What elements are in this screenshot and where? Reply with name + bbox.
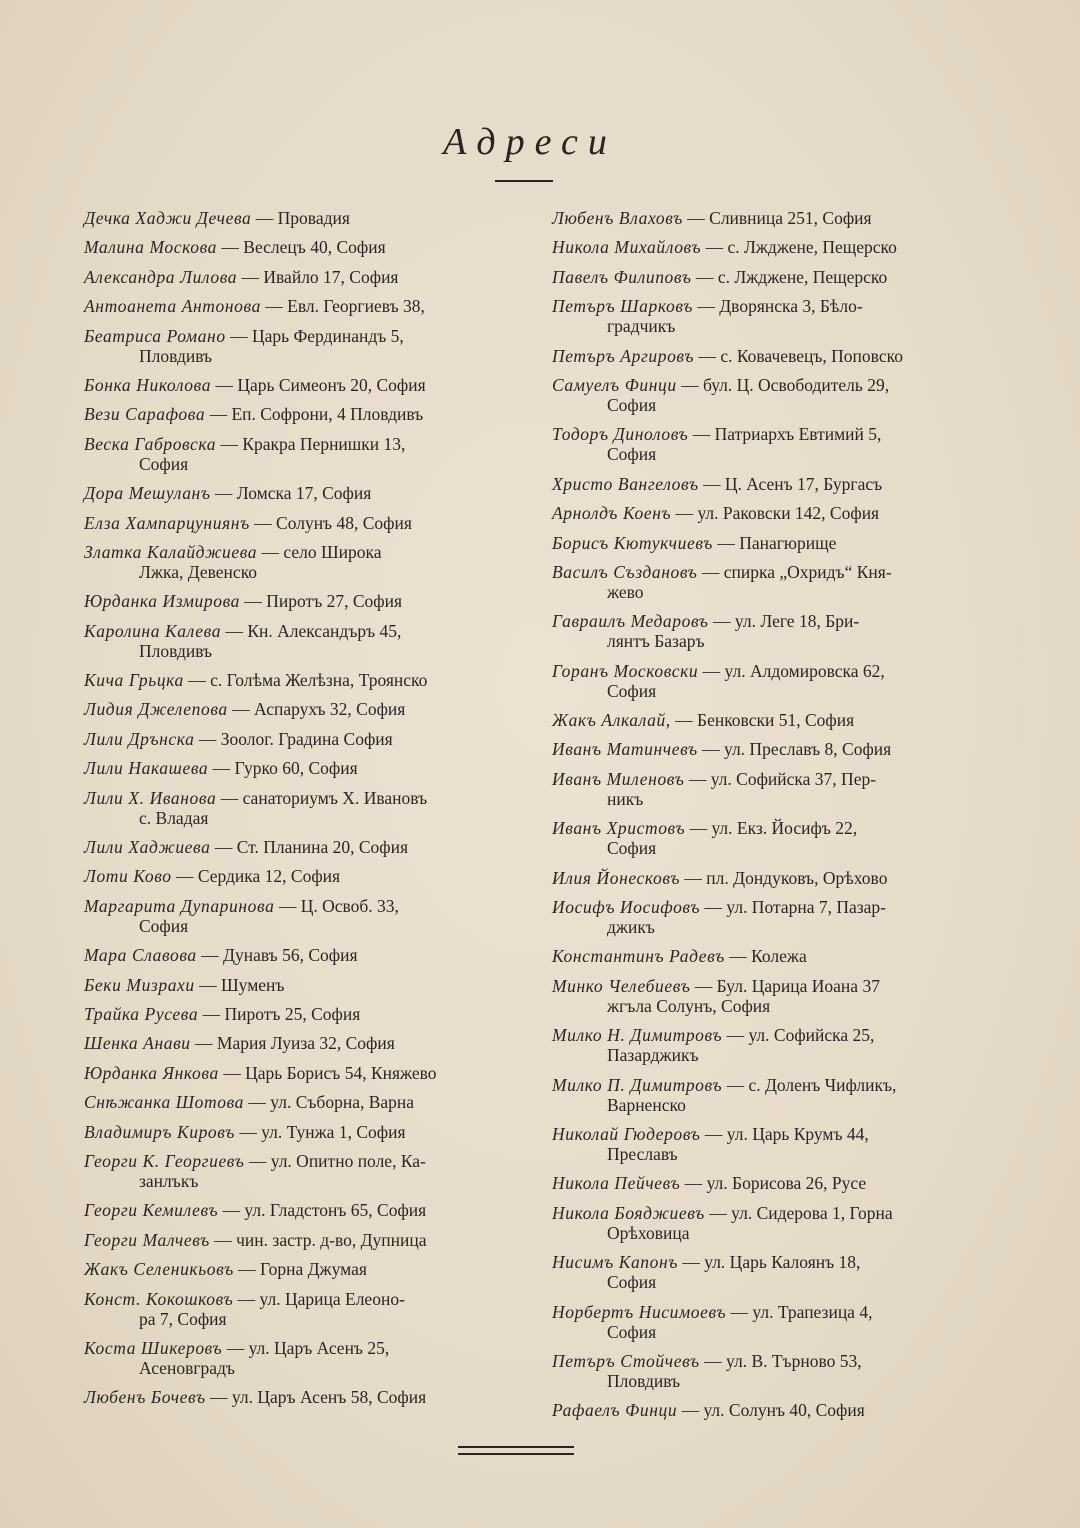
dash-separator: — — [199, 974, 222, 995]
dash-separator: — — [717, 532, 740, 553]
address-entry — [552, 1351, 956, 1391]
address-text: с. Лжджене, Пещерско — [717, 266, 888, 287]
address-entry — [84, 1289, 502, 1329]
person-name: Нисимъ Капонъ — [552, 1252, 678, 1273]
person-name: Самуелъ Финци — [552, 374, 677, 395]
person-name: Христо Вангеловъ — [552, 473, 699, 494]
dash-separator: — — [702, 739, 724, 760]
address-text: Пиротъ 27, София — [266, 591, 403, 612]
dash-separator: — — [704, 1123, 727, 1144]
dash-separator: — — [230, 325, 252, 346]
address-entry — [84, 699, 502, 719]
dash-separator: — — [202, 1003, 225, 1024]
address-text: ул. Сидерова 1, Горна — [731, 1202, 893, 1223]
person-name: Георги Малчевъ — [84, 1229, 210, 1250]
dash-separator: — — [254, 512, 277, 533]
person-name: Гавраилъ Медаровъ — [552, 611, 709, 632]
person-name: Норбертъ Нисимоевъ — [552, 1301, 727, 1322]
address-entry — [84, 1151, 502, 1191]
address-text: Гурко 60, София — [234, 758, 358, 779]
address-text: ул. Леге 18, Бри- — [734, 611, 860, 632]
dash-separator: — — [713, 611, 735, 632]
person-name: Петъръ Стойчевъ — [552, 1350, 700, 1371]
address-text: Сливница 251, София — [709, 208, 872, 228]
address-text: Ст. Планина 20, София — [236, 837, 409, 858]
person-name: Иосифъ Иосифовъ — [552, 897, 701, 918]
dash-separator: — — [675, 503, 698, 524]
person-name: Беатриса Романо — [84, 325, 226, 346]
address-continuation: с. Владая — [139, 807, 209, 828]
address-entry — [84, 1063, 502, 1083]
address-entry — [84, 1122, 502, 1142]
person-name: Жакъ Селеникьовъ — [84, 1259, 234, 1280]
dash-separator: — — [214, 483, 237, 504]
address-entry — [84, 237, 502, 257]
person-name: Константинъ Радевъ — [552, 946, 725, 967]
address-entry — [552, 1400, 956, 1420]
dash-separator: — — [195, 1033, 217, 1054]
address-text: ул. Царъ Асенъ 58, София — [231, 1387, 427, 1408]
person-name: Георги К. Георгиевъ — [84, 1150, 245, 1171]
address-entry — [84, 758, 502, 778]
address-text: Мария Луиза 32, София — [216, 1033, 395, 1054]
address-text: ул. Преславъ 8, София — [723, 739, 892, 760]
address-entry — [552, 868, 956, 888]
dash-separator: — — [729, 946, 752, 967]
address-text: Ивайло 17, София — [263, 266, 399, 287]
person-name: Златка Калайджиева — [84, 541, 258, 562]
dash-separator: — — [681, 374, 703, 395]
address-continuation: жгъла Солунъ, София — [607, 995, 771, 1016]
address-text: Горна Джумая — [260, 1259, 367, 1280]
person-name: Милко Н. Димитровъ — [552, 1025, 723, 1046]
address-entry — [552, 533, 956, 553]
address-entry — [84, 483, 502, 503]
left-address-column — [84, 208, 502, 1417]
person-name: Илия Йонесковъ — [552, 867, 681, 888]
address-entry — [552, 1124, 956, 1164]
person-name: Петъръ Шарковъ — [552, 296, 693, 317]
person-name: Борисъ Кютукчиевъ — [552, 532, 713, 553]
person-name: Николай Гюдеровъ — [552, 1123, 701, 1144]
dash-separator: — — [265, 296, 288, 317]
person-name: Конст. Кокошковъ — [84, 1288, 234, 1309]
address-continuation: София — [139, 915, 189, 936]
address-entry — [552, 661, 956, 701]
address-text: Дворянска 3, Бѣло- — [719, 296, 863, 317]
address-entry — [84, 975, 502, 995]
address-text: ул. Царь Калоянъ 18, — [704, 1252, 861, 1273]
address-text: с. Ковачевецъ, Поповско — [720, 345, 903, 366]
person-name: Милко П. Димитровъ — [552, 1074, 723, 1095]
address-entry — [84, 1200, 502, 1220]
address-text: ул. Съборна, Варна — [270, 1092, 415, 1113]
dash-separator: — — [675, 710, 698, 731]
address-entry — [84, 267, 502, 287]
address-entry — [552, 375, 956, 415]
address-text: ул. Царь Крумъ 44, — [726, 1123, 869, 1144]
address-continuation: ра 7, София — [139, 1308, 227, 1329]
address-entry — [84, 945, 502, 965]
dash-separator: — — [697, 296, 720, 317]
person-name: Маргарита Дупаринова — [84, 895, 275, 916]
person-name: Никола Бояджиевъ — [552, 1202, 705, 1223]
address-entry — [552, 503, 956, 523]
dash-separator: — — [188, 670, 211, 691]
address-text: ул. Царица Елеоно- — [259, 1288, 405, 1309]
address-entry — [552, 474, 956, 494]
address-text: ул. Софийска 37, Пер- — [710, 768, 877, 789]
address-entry — [84, 1338, 502, 1378]
address-text: ул. Гладстонъ 65, София — [244, 1200, 427, 1221]
address-continuation: София — [607, 838, 657, 859]
dash-separator: — — [214, 837, 237, 858]
dash-separator: — — [704, 1350, 726, 1371]
address-continuation: Пловдивъ — [607, 1370, 681, 1391]
person-name: Александра Лилова — [84, 266, 238, 287]
person-name: Веска Габровска — [84, 433, 217, 454]
address-entry — [84, 896, 502, 936]
address-continuation: София — [607, 1272, 657, 1293]
address-continuation: никъ — [607, 788, 644, 809]
person-name: Лили Накашева — [84, 758, 209, 779]
dash-separator: — — [726, 1074, 749, 1095]
address-continuation: Орѣховица — [607, 1222, 690, 1243]
address-entry — [84, 788, 502, 828]
address-text: Ц. Освоб. 33, — [300, 895, 399, 916]
address-text: Ломска 17, София — [236, 483, 372, 504]
dash-separator: — — [704, 897, 727, 918]
dash-separator: — — [239, 1121, 262, 1142]
dash-separator: — — [237, 1288, 260, 1309]
person-name: Беки Мизрахи — [84, 974, 195, 995]
address-text: санаториумъ Х. Ивановъ — [242, 787, 428, 808]
person-name: Иванъ Христовъ — [552, 818, 686, 839]
dash-separator: — — [687, 208, 710, 228]
address-text: Царь Симеонъ 20, София — [237, 374, 426, 395]
address-text: Веслецъ 40, София — [243, 237, 386, 258]
address-entry — [552, 424, 956, 464]
person-name: Иванъ Матинчевъ — [552, 739, 698, 760]
address-text: с. Лжджене, Пещерско — [727, 237, 897, 258]
dash-separator: — — [255, 208, 278, 228]
dash-separator: — — [701, 561, 724, 582]
page-title: Адреси — [443, 121, 617, 163]
person-name: Жакъ Алкалай, — [552, 710, 671, 731]
address-entry — [84, 591, 502, 611]
dash-separator: — — [201, 945, 224, 966]
address-continuation: София — [607, 394, 657, 415]
address-continuation: Пловдивъ — [139, 345, 213, 366]
person-name: Бонка Николова — [84, 374, 212, 395]
person-name: Елза Хампарцуниянъ — [84, 512, 250, 533]
address-entry — [84, 326, 502, 366]
person-name: Малина Москова — [84, 237, 218, 258]
address-entry — [552, 946, 956, 966]
person-name: Антоанета Антонова — [84, 296, 261, 317]
address-entry — [84, 1092, 502, 1112]
address-continuation: София — [139, 453, 189, 474]
dash-separator: — — [688, 768, 711, 789]
dash-separator: — — [220, 787, 243, 808]
dash-separator: — — [702, 660, 725, 681]
dash-separator: — — [225, 620, 248, 641]
person-name: Любенъ Влаховъ — [552, 208, 683, 228]
person-name: Трайка Русева — [84, 1003, 199, 1024]
dash-separator: — — [705, 237, 728, 258]
dash-separator: — — [244, 591, 267, 612]
address-entry — [552, 1203, 956, 1243]
address-text: Пиротъ 25, София — [224, 1003, 361, 1024]
end-double-rule — [458, 1446, 574, 1455]
person-name: Дора Мешуланъ — [84, 483, 211, 504]
person-name: Лили Х. Иванова — [84, 787, 217, 808]
person-name: Минко Челебиевъ — [552, 975, 691, 996]
person-name: Лили Дрънска — [84, 728, 195, 749]
address-entry — [552, 818, 956, 858]
address-entry — [84, 542, 502, 582]
address-text: Кн. Александъръ 45, — [247, 620, 402, 641]
address-text: пл. Дондуковъ, Орѣхово — [706, 867, 888, 888]
address-entry — [552, 237, 956, 257]
address-entry — [84, 1004, 502, 1024]
dash-separator: — — [223, 1062, 246, 1083]
address-continuation: занлъкъ — [139, 1170, 199, 1191]
address-entry — [552, 739, 956, 759]
address-text: Зоолог. Градина София — [220, 728, 393, 749]
address-text: ул. Екз. Йосифъ 22, — [711, 818, 858, 839]
dash-separator: — — [698, 345, 721, 366]
address-entry — [84, 208, 502, 228]
address-entry — [552, 1075, 956, 1115]
address-entry — [552, 346, 956, 366]
address-entry — [552, 976, 956, 1016]
address-continuation: София — [607, 1321, 657, 1342]
address-continuation: Асеновградъ — [139, 1357, 235, 1378]
dash-separator: — — [709, 1202, 732, 1223]
address-text: ул. Трапезица 4, — [752, 1301, 873, 1322]
dash-separator: — — [214, 1229, 237, 1250]
address-entry — [552, 267, 956, 287]
person-name: Владимиръ Кировъ — [84, 1121, 235, 1142]
dash-separator: — — [726, 1025, 749, 1046]
address-entry — [84, 375, 502, 395]
right-address-column — [552, 208, 956, 1430]
person-name: Павелъ Филиповъ — [552, 266, 692, 287]
person-name: Никола Михайловъ — [552, 237, 702, 258]
dash-separator: — — [692, 424, 715, 445]
address-text: Царь Борисъ 54, Княжево — [245, 1062, 437, 1083]
address-text: ул. Солунъ 40, София — [703, 1400, 865, 1421]
person-name: Мара Славова — [84, 945, 197, 966]
address-text: ул. Борисова 26, Русе — [706, 1173, 867, 1194]
address-text: Кракра Пернишки 13, — [242, 433, 406, 454]
dash-separator: — — [232, 699, 255, 720]
person-name: Коста Шикеровъ — [84, 1337, 223, 1358]
address-text: Патриархъ Евтимий 5, — [714, 424, 882, 445]
person-name: Любенъ Бочевъ — [84, 1387, 206, 1408]
dash-separator: — — [221, 237, 244, 258]
person-name: Снѣжанка Шотова — [84, 1092, 244, 1113]
address-text: ул. Опитно поле, Ка- — [270, 1150, 426, 1171]
dash-separator: — — [210, 1387, 232, 1408]
dash-separator: — — [278, 895, 301, 916]
person-name: Георги Кемилевъ — [84, 1200, 219, 1221]
dash-separator: — — [248, 1092, 271, 1113]
address-continuation: градчикъ — [607, 316, 676, 337]
address-entry — [552, 897, 956, 937]
address-text: бул. Ц. Освободитель 29, — [702, 374, 890, 395]
dash-separator: — — [248, 1150, 271, 1171]
address-entry — [84, 404, 502, 424]
address-entry — [84, 1259, 502, 1279]
address-text: Евл. Георгиевъ 38, — [287, 296, 425, 317]
dash-separator: — — [222, 1200, 245, 1221]
address-text: Царь Фердинандъ 5, — [251, 325, 404, 346]
person-name: Юрданка Измирова — [84, 591, 241, 612]
address-text: ул. Царъ Асенъ 25, — [248, 1337, 390, 1358]
dash-separator: — — [681, 1400, 704, 1421]
address-entry — [552, 296, 956, 336]
address-entry — [552, 1025, 956, 1065]
person-name: Вези Сарафова — [84, 404, 206, 425]
address-text: Колежа — [751, 946, 807, 967]
address-entry — [552, 208, 956, 228]
dash-separator: — — [703, 473, 725, 494]
address-text: Сердика 12, София — [197, 866, 341, 887]
dash-separator: — — [694, 975, 717, 996]
address-entry — [552, 769, 956, 809]
dash-separator: — — [730, 1301, 753, 1322]
address-entry — [552, 1252, 956, 1292]
dash-separator: — — [220, 433, 243, 454]
dash-separator: — — [241, 266, 264, 287]
address-entry — [84, 670, 502, 690]
person-name: Василъ Създановъ — [552, 561, 698, 582]
address-continuation: жево — [607, 581, 644, 602]
address-entry — [84, 434, 502, 474]
address-continuation: София — [607, 444, 657, 465]
address-text: село Широка — [283, 541, 382, 562]
address-continuation: Варненско — [607, 1094, 686, 1115]
address-text: с. Доленъ Чифликъ, — [748, 1074, 897, 1095]
title-underline — [495, 180, 553, 182]
dash-separator: — — [684, 1173, 707, 1194]
person-name: Лидия Джелепова — [84, 699, 228, 720]
dash-separator: — — [689, 818, 712, 839]
address-continuation: лянтъ Базаръ — [607, 631, 705, 652]
address-entry — [552, 1173, 956, 1193]
address-text: Еп. Софрони, 4 Пловдивъ — [231, 404, 424, 425]
address-text: Солунъ 48, София — [276, 512, 412, 533]
address-entry — [552, 611, 956, 651]
address-continuation: Лжка, Девенско — [139, 561, 258, 582]
address-entry — [552, 562, 956, 602]
address-continuation: джикъ — [607, 917, 655, 938]
dash-separator: — — [209, 404, 232, 425]
address-entry — [84, 513, 502, 533]
address-entry — [84, 296, 502, 316]
person-name: Рафаелъ Финци — [552, 1400, 678, 1421]
address-text: ул. В. Търново 53, — [725, 1350, 862, 1371]
person-name: Лоти Ково — [84, 866, 172, 887]
dash-separator: — — [175, 866, 198, 887]
dash-separator: — — [212, 758, 235, 779]
person-name: Петъръ Аргировъ — [552, 345, 695, 366]
person-name: Никола Пейчевъ — [552, 1173, 681, 1194]
person-name: Иванъ Миленовъ — [552, 768, 685, 789]
person-name: Кича Грьцка — [84, 670, 184, 691]
person-name: Шенка Анави — [84, 1033, 191, 1054]
address-text: Ц. Асенъ 17, Бургасъ — [724, 473, 883, 494]
address-text: Аспарухъ 32, София — [254, 699, 406, 720]
address-text: с. Голѣма Желѣзна, Троянско — [210, 670, 428, 691]
dash-separator: — — [684, 867, 707, 888]
person-name: Лили Хаджиева — [84, 837, 211, 858]
address-text: Бул. Царица Иоана 37 — [716, 975, 880, 996]
address-text: Шуменъ — [221, 974, 285, 995]
address-entry — [552, 710, 956, 730]
address-entry — [84, 621, 502, 661]
address-continuation: Пазарджикъ — [607, 1045, 699, 1066]
address-text: Провадия — [277, 208, 350, 228]
address-continuation: Преславъ — [607, 1143, 678, 1164]
person-name: Дечка Хаджи Дечева — [84, 208, 252, 228]
address-text: ул. Потарна 7, Пазар- — [726, 897, 887, 918]
address-entry — [552, 1302, 956, 1342]
address-entry — [84, 1387, 502, 1407]
address-entry — [84, 866, 502, 886]
dash-separator: — — [682, 1252, 705, 1273]
address-text: Бенковски 51, София — [697, 710, 855, 731]
person-name: Каролина Калева — [84, 620, 222, 641]
dash-separator: — — [238, 1259, 261, 1280]
address-text: ул. Алдомировска 62, — [724, 660, 885, 681]
address-text: Панагюрище — [739, 532, 837, 553]
address-entry — [84, 729, 502, 749]
address-continuation: Пловдивъ — [139, 640, 213, 661]
person-name: Арнолдъ Коенъ — [552, 503, 672, 524]
dash-separator: — — [215, 374, 238, 395]
dash-separator: — — [695, 266, 718, 287]
dash-separator: — — [261, 541, 284, 562]
address-entry — [84, 1033, 502, 1053]
person-name: Юрданка Янкова — [84, 1062, 219, 1083]
dash-separator: — — [198, 728, 221, 749]
address-text: ул. Раковски 142, София — [697, 503, 880, 524]
address-text: Дунавъ 56, София — [223, 945, 358, 966]
address-continuation: София — [607, 680, 657, 701]
dash-separator: — — [226, 1337, 249, 1358]
address-text: ул. Софийска 25, — [748, 1025, 875, 1046]
address-text: спирка „Охридъ“ Кня- — [723, 561, 892, 582]
address-text: чин. застр. д-во, Дупница — [236, 1229, 427, 1250]
address-text: ул. Тунжа 1, София — [261, 1121, 406, 1142]
address-entry — [84, 1230, 502, 1250]
address-entry — [84, 837, 502, 857]
person-name: Тодоръ Диноловъ — [552, 424, 689, 445]
person-name: Горанъ Московски — [552, 660, 699, 681]
